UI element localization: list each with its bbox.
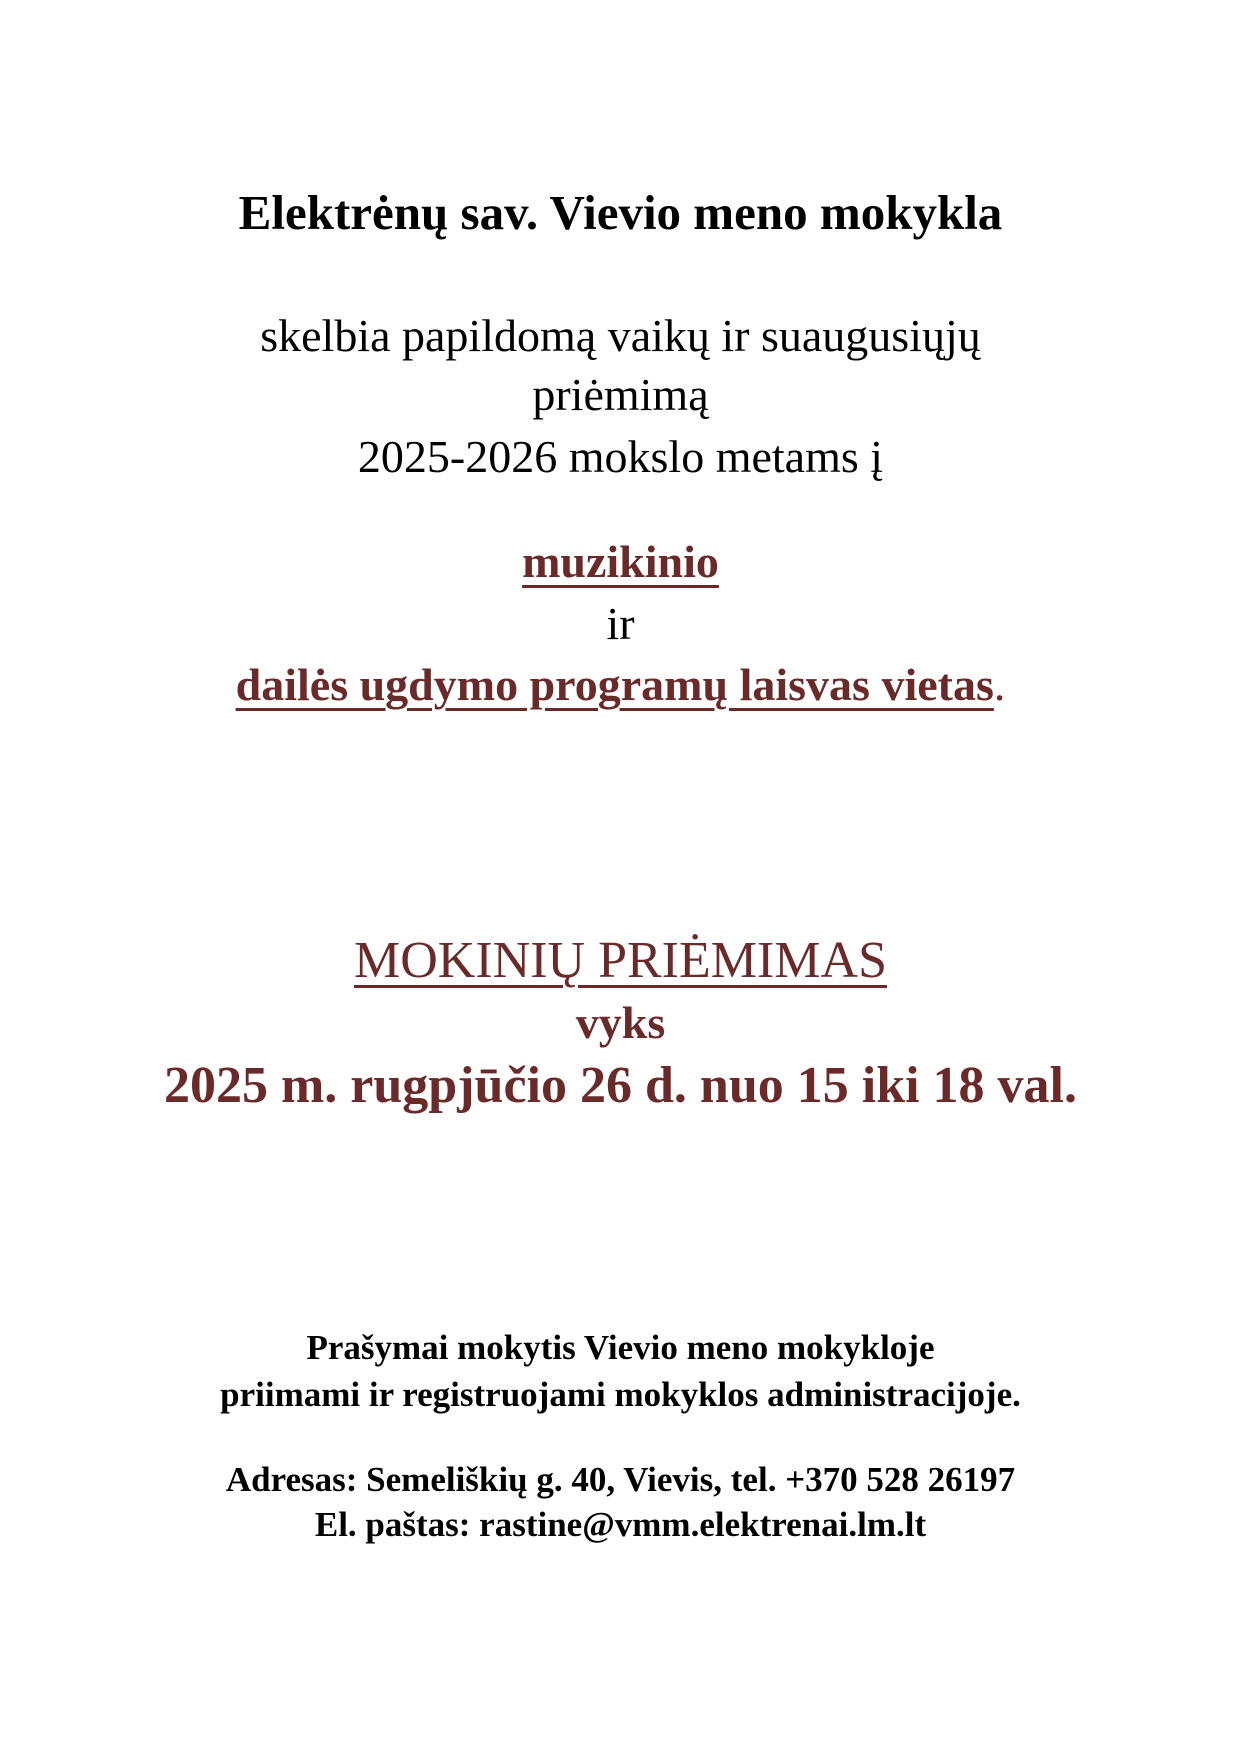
requests-line-1: Prašymai mokytis Vievio meno mokykloje bbox=[306, 1328, 935, 1367]
admission-verb: vyks bbox=[575, 997, 666, 1048]
intro-line-1: skelbia papildomą vaikų ir suaugusiųjų bbox=[260, 310, 981, 361]
program-art-line bbox=[0, 658, 1241, 711]
admission-date: 2025 m. rugpjūčio 26 d. nuo 15 iki 18 val. bbox=[163, 1057, 1078, 1114]
requests-line-2: priimami ir registruojami mokyklos administracijoje. bbox=[220, 1375, 1021, 1414]
admission-heading-line bbox=[0, 931, 1241, 990]
address-line: Adresas: Semeliškių g. 40, Vievis, tel. +370 528 26197 bbox=[225, 1460, 1016, 1499]
program-music: muzikinio bbox=[522, 536, 719, 587]
intro-line-3: 2025-2026 mokslo metams į bbox=[357, 431, 884, 482]
conjunction: ir bbox=[606, 598, 635, 649]
admission-heading: MOKINIŲ PRIĖMIMAS bbox=[353, 932, 888, 989]
intro-line-2: priėmimą bbox=[532, 369, 709, 420]
program-art-period: . bbox=[993, 659, 1006, 710]
program-art: dailės ugdymo programų laisvas vietas bbox=[235, 659, 994, 710]
email-line: El. paštas: rastine@vmm.elektrenai.lm.lt bbox=[314, 1505, 927, 1544]
program-music-line bbox=[0, 535, 1241, 588]
school-title: Elektrėnų sav. Vievio meno mokykla bbox=[238, 185, 1003, 240]
